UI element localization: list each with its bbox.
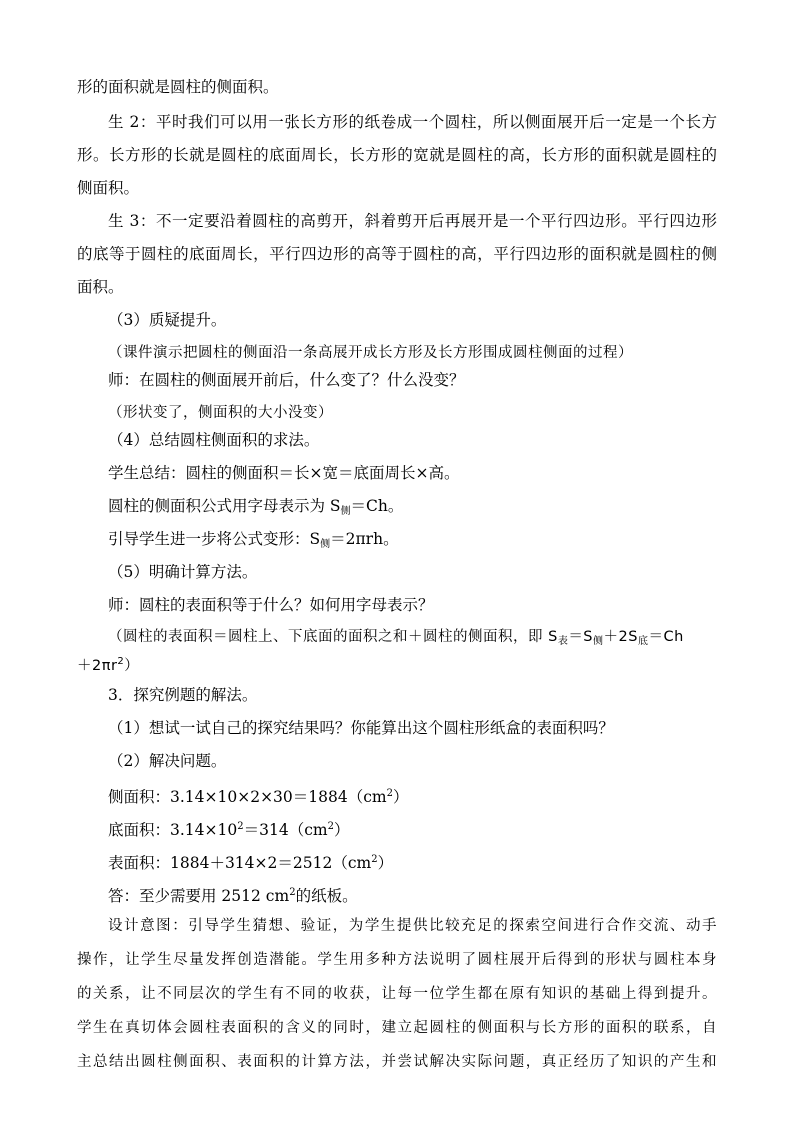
paragraph-line: 的底等于圆柱的底面周长，平行四边形的高等于圆柱的高，平行四边形的面积就是圆柱的侧 <box>77 245 717 263</box>
answer-line: 答：至少需要用 2512 $cm^2$的纸板。 <box>108 887 358 905</box>
section-heading: （5）明确计算方法。 <box>108 563 258 581</box>
formula-line: 引导学生进一步将公式变形：$S_侧=2\pi rh$。 <box>108 530 399 550</box>
section-heading: 3．探究例题的解法。 <box>108 686 258 704</box>
paragraph-line: 学生总结：圆柱的侧面积＝长×宽＝底面周长×高。 <box>108 464 460 482</box>
formula-note-line: $+2\pi r^2$） <box>77 656 140 674</box>
paragraph-line: 生 3：不一定要沿着圆柱的高剪开，斜着剪开后再展开是一个平行四边形。平行四边形 <box>108 212 717 230</box>
note-line: （课件演示把圆柱的侧面沿一条高展开成长方形及长方形围成圆柱侧面的过程） <box>108 345 633 361</box>
calc-line: 底面积：$3.14\times 10^2=314(cm^2)$ <box>108 821 350 839</box>
paragraph-line: 形。长方形的长就是圆柱的底面周长，长方形的宽就是圆柱的高，长方形的面积就是圆柱的 <box>77 146 717 164</box>
calc-line: 表面积：$1884+314\times 2=2512(cm^2)$ <box>108 854 394 872</box>
calc-line: 侧面积：$3.14\times 10\times 2\times 30=1884(cm^2)$ <box>108 788 409 806</box>
note-line: （形状变了，侧面积的大小没变） <box>108 405 333 421</box>
paragraph-line: 师：圆柱的表面积等于什么？如何用字母表示？ <box>108 596 434 614</box>
design-intent-line: 操作，让学生尽量发挥创造潜能。学生用多种方法说明了圆柱展开后得到的形状与圆柱本身 <box>77 952 717 968</box>
paragraph-line: 形的面积就是圆柱的侧面积。 <box>77 78 279 96</box>
section-heading: （2）解决问题。 <box>108 752 227 770</box>
design-intent-line: 设计意图：引导学生猜想、验证，为学生提供比较充足的探索空间进行合作交流、动手 <box>108 918 717 934</box>
design-intent-line: 学生在真切体会圆柱表面积的含义的同时，建立起圆柱的侧面积与长方形的面积的联系，自 <box>77 1020 717 1036</box>
section-heading: （3）质疑提升。 <box>108 311 227 329</box>
paragraph-line: （1）想试一试自己的探究结果吗？你能算出这个圆柱形纸盒的表面积吗？ <box>108 719 614 737</box>
design-intent-line: 主总结出圆柱侧面积、表面积的计算方法，并尝试解决实际问题，真正经历了知识的产生和 <box>77 1054 717 1070</box>
section-heading: （4）总结圆柱侧面积的求法。 <box>108 431 320 449</box>
formula-line: 圆柱的侧面积公式用字母表示为 $S_侧=Ch$。 <box>108 497 404 517</box>
paragraph-line: 师：在圆柱的侧面展开前后，什么变了？什么没变？ <box>108 371 465 389</box>
formula-note-line: （圆柱的表面积＝圆柱上、下底面的面积之和＋圆柱的侧面积，即 $S_表=S_侧+2S_底=Ch$ <box>108 629 684 647</box>
paragraph-line: 面积。 <box>77 278 124 296</box>
paragraph-line: 生 2：平时我们可以用一张长方形的纸卷成一个圆柱，所以侧面展开后一定是一个长方 <box>108 113 717 131</box>
paragraph-line: 侧面积。 <box>77 179 140 197</box>
design-intent-line: 的关系，让不同层次的学生有不同的收获，让每一位学生都在原有知识的基础上得到提升。 <box>77 986 717 1002</box>
